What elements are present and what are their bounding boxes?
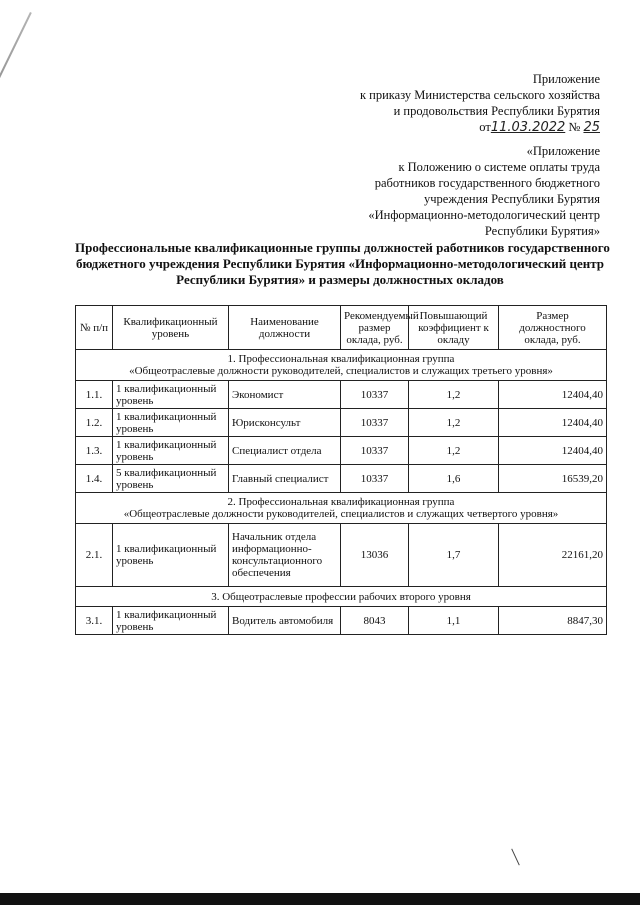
handwritten-date: 11.03.2022 <box>490 120 566 135</box>
cell-level: 1 квалификационный уровень <box>113 409 229 437</box>
regulation-reference <box>368 143 600 239</box>
cell-num: 1.1. <box>76 381 113 409</box>
table-row <box>76 409 607 437</box>
date-prefix: от <box>479 120 491 134</box>
header-level: Квалификационный уровень <box>113 306 229 350</box>
cell-coefficient: 1,2 <box>409 409 499 437</box>
appendix-header <box>360 71 600 136</box>
cell-position: Водитель автомобиля <box>229 607 341 635</box>
group1-header <box>76 350 607 381</box>
salary-table <box>75 305 607 635</box>
cell-num: 1.4. <box>76 465 113 493</box>
handwritten-number: 25 <box>583 120 600 135</box>
cell-level: 5 квалификационный уровень <box>113 465 229 493</box>
group2-header <box>76 493 607 524</box>
cell-salary: 12404,40 <box>499 437 607 465</box>
group1-subtitle: «Общеотраслевые должности руководителей, специалистов и служащих третьего уровня» <box>129 365 553 377</box>
cell-coefficient: 1,6 <box>409 465 499 493</box>
header-recommended: Рекомендуемый размер оклада, руб. <box>341 306 409 350</box>
header-num: № п/п <box>76 306 113 350</box>
cell-recommended: 13036 <box>341 524 409 587</box>
group2-subtitle: «Общеотраслевые должности руководителей, специалистов и служащих четвертого уровня» <box>123 508 559 520</box>
title-line3: Республики Бурятия» и размеры должностных окладов <box>176 272 504 287</box>
table-row <box>76 524 607 587</box>
cell-salary: 16539,20 <box>499 465 607 493</box>
title-line1: Профессиональные квалификационные группы должностей работников государственного <box>75 240 610 255</box>
cell-level: 1 квалификационный уровень <box>113 524 229 587</box>
group3-header: 3. Общеотраслевые профессии рабочих второго уровня <box>76 587 607 607</box>
cell-salary: 12404,40 <box>499 381 607 409</box>
cell-salary: 22161,20 <box>499 524 607 587</box>
group1-title: 1. Профессиональная квалификационная группа <box>227 353 455 365</box>
cell-coefficient: 1,1 <box>409 607 499 635</box>
scan-artifact-line <box>0 12 32 98</box>
cell-position: Главный специалист <box>229 465 341 493</box>
title-line2: бюджетного учреждения Республики Бурятия «Информационно-методологический центр <box>75 256 605 271</box>
appendix-title: Приложение <box>532 72 600 86</box>
scan-artifact-mark <box>511 849 520 866</box>
cell-recommended: 10337 <box>341 465 409 493</box>
table-row <box>76 465 607 493</box>
cell-num: 2.1. <box>76 524 113 587</box>
appendix-line2: к приказу Министерства сельского хозяйства <box>359 88 600 102</box>
table-row <box>76 381 607 409</box>
cell-coefficient: 1,7 <box>409 524 499 587</box>
appendix-date-line <box>360 119 600 136</box>
cell-level: 1 квалификационный уровень <box>113 381 229 409</box>
cell-num: 1.3. <box>76 437 113 465</box>
cell-position: Экономист <box>229 381 341 409</box>
cell-salary: 8847,30 <box>499 607 607 635</box>
appendix-line3: и продовольствия Республики Бурятия <box>393 104 600 118</box>
cell-salary: 12404,40 <box>499 409 607 437</box>
table-row <box>76 437 607 465</box>
cell-position: Специалист отдела <box>229 437 341 465</box>
scan-bottom-edge <box>0 893 640 905</box>
regulation-line5: «Информационно-методологический центр <box>368 208 600 222</box>
cell-level: 1 квалификационный уровень <box>113 607 229 635</box>
regulation-line1: «Приложение <box>526 144 600 158</box>
cell-position: Начальник отдела информационно-консультационного обеспечения <box>229 524 341 587</box>
regulation-line4: учреждения Республики Бурятия <box>424 192 600 206</box>
cell-num: 3.1. <box>76 607 113 635</box>
header-salary: Размер должностного оклада, руб. <box>499 306 607 350</box>
group-header-row <box>76 587 607 607</box>
cell-recommended: 10337 <box>341 409 409 437</box>
cell-recommended: 10337 <box>341 437 409 465</box>
cell-recommended: 8043 <box>341 607 409 635</box>
cell-position: Юрисконсульт <box>229 409 341 437</box>
cell-coefficient: 1,2 <box>409 381 499 409</box>
document-title <box>75 240 610 288</box>
table-row <box>76 607 607 635</box>
regulation-line6: Республики Бурятия» <box>484 224 600 238</box>
cell-level: 1 квалификационный уровень <box>113 437 229 465</box>
group2-title: 2. Профессиональная квалификационная группа <box>227 496 455 508</box>
group-header-row <box>76 493 607 524</box>
cell-num: 1.2. <box>76 409 113 437</box>
group-header-row <box>76 350 607 381</box>
header-position: Наименование должности <box>229 306 341 350</box>
header-coefficient: Повышающий коэффициент к окладу <box>409 306 499 350</box>
cell-recommended: 10337 <box>341 381 409 409</box>
cell-coefficient: 1,2 <box>409 437 499 465</box>
regulation-line3: работников государственного бюджетного <box>374 176 600 190</box>
table-header-row <box>76 306 607 350</box>
number-prefix: № <box>568 120 581 134</box>
regulation-line2: к Положению о системе оплаты труда <box>398 160 600 174</box>
